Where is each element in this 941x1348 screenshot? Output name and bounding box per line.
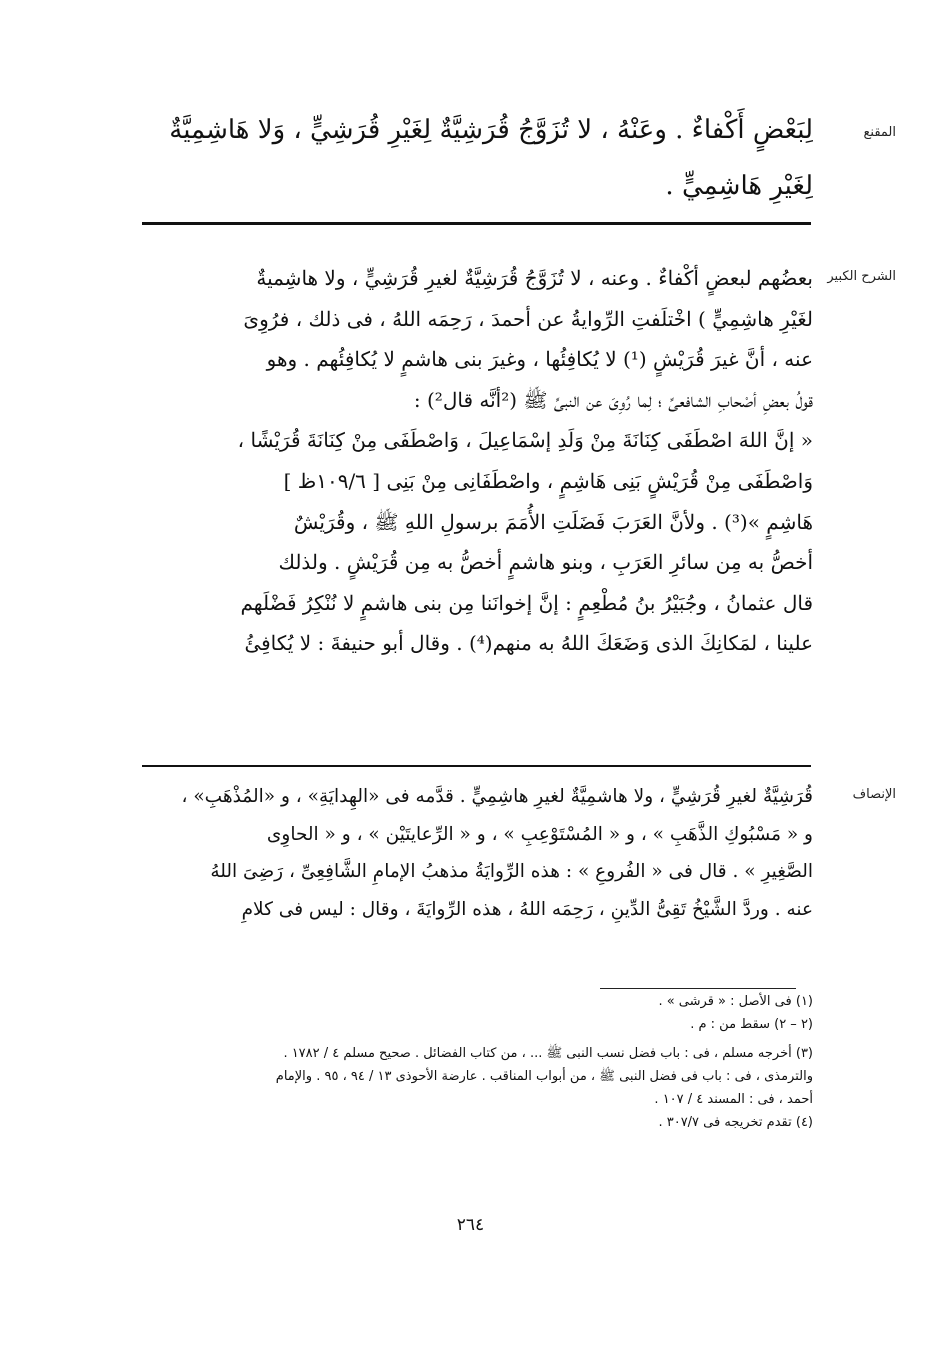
insaf-line: الصَّغِيرِ » . قال فى « الفُروعِ » : هذه الرِّوايَةُ مذهبُ الإمامِ الشَّافِعِىِّ ، رَضِىَ اللهُ — [210, 861, 813, 882]
footnote-item: (١) فى الأصل : « قرشى » . — [658, 994, 813, 1009]
footnote-item: (٢ – ٢) سقط من : م . — [690, 1017, 813, 1032]
muqni-text — [140, 102, 813, 214]
section-label-sharh: الشرح الكبير — [827, 269, 896, 284]
sharh-line: هَاشِمٍ »(³) . ولأنَّ العَرَبَ فَضَلَتِ الأُمَمَ برسولِ اللهِ ﷺ ، وقُرَيْشٌ — [293, 509, 813, 534]
section-divider-thin — [142, 765, 811, 767]
sharh-line: أخصُّ به مِن سائرِ العَرَبِ ، وبنو هاشمٍ أخصُّ به مِن قُرَيْشٍ . ولذلك — [278, 550, 813, 575]
footnote-item: (٣) أخرجه مسلم ، فى : باب فضل نسب النبى ﷺ ... ، من كتاب الفضائل . صحيح مسلم ٤ / ١٧٨٢ . — [283, 1046, 813, 1061]
sharh-line: قولُ بعضِ أصْحابِ الشافعىِّ ؛ لِما رُوِىَ عن النبىِّ ﷺ (²أنَّه قال²) : — [413, 387, 813, 412]
footnote-item: أحمد ، فى : المسند ٤ / ١٠٧ . — [654, 1092, 813, 1107]
footnote-item: والترمذى ، فى : باب فى فضل النبى ﷺ ، من أبواب المناقب . عارضة الأحوذى ١٣ / ٩٤ ، ٩٥ . والإمام — [275, 1069, 813, 1084]
sharh-line: « إنَّ اللهَ اصْطَفَى كِنَانَةَ مِنْ وَلَدِ إسْمَاعِيلَ ، وَاصْطَفَى مِنْ كِنَانَةَ قُرَيْشًا ، — [237, 428, 813, 453]
insaf-line: و « مَسْبُوكِ الذَّهَبِ » ، و « المُسْتَوْعِبِ » ، و « الرِّعايتَيْن » ، و « الحاوِى — [266, 823, 813, 845]
insaf-line: عنه . وردَّ الشَّيْخُ تَقِىُّ الدِّينِ ، رَحِمَه اللهُ ، هذه الرِّوايَةَ ، وقال : ليس فى كلامِ — [241, 898, 813, 920]
section-label-muqni: المقنع — [863, 125, 896, 140]
muqni-line-1: لِبَعْضٍ أَكْفاءٌ . وعَنْهُ ، لا تُزَوَّجُ قُرَشِيَّةٌ لِغَيْرِ قُرَشِيٍّ ، وَلا هَاشِمِيَّةٌ — [169, 115, 813, 145]
sharh-text — [136, 258, 813, 664]
section-divider-thick — [142, 222, 811, 225]
section-label-insaf: الإنصاف — [852, 787, 896, 802]
footnotes — [130, 990, 813, 1134]
sharh-line: لغَيْرِ هاشِمِيٍّ ) اخْتلَفتِ الرِّوايةُ عن أحمدَ ، رَحِمَه اللهُ ، فى ذلك ، فرُوِىَ — [243, 306, 813, 331]
footnote-separator — [600, 988, 796, 989]
sharh-line: عنه ، أنَّ غيرَ قُرَيْشٍ (¹) لا يُكافِئُها ، وغيرَ بنى هاشمٍ لا يُكافِئُهم . وهو — [266, 347, 813, 372]
insaf-text — [136, 778, 813, 928]
footnote-item: (٤) تقدم تخريجه فى ٣٠٧/٧ . — [658, 1115, 813, 1130]
muqni-line-2: لِغَيْرِ هَاشِمِيٍّ . — [665, 171, 813, 201]
sharh-line: بعضُهم لبعضٍ أكْفاءٌ . وعنه ، لا تُزَوَّجُ قُرَشِيَّةٌ لغيرِ قُرَشِيٍّ ، ولا هاشِميةٌ — [256, 266, 813, 290]
insaf-line: قُرَشِيَّةٌ لغيرِ قُرَشِيٍّ ، ولا هاشمِيَّةٌ لغيرِ هاشِمِيٍّ . قدَّمه فى «الهِدايَةِ» ، و «المُذْهَبِ» ، — [181, 786, 813, 807]
sharh-line: قال عثمانُ ، وجُبَيْرُ بنُ مُطْعِمٍ : إنَّ إخوانَنا مِن بنى هاشمٍ لا نُنْكِرُ فَضْلَهم — [240, 590, 813, 615]
page-number: ٢٦٤ — [456, 1215, 485, 1235]
sharh-line: علينا ، لمَكانِكَ الذى وَضَعَكَ اللهُ به منهم(⁴) . وقال أبو حنيفةَ : لا يُكافِئُ — [244, 631, 813, 656]
sharh-line: وَاصْطَفَى مِنْ قُرَيْشٍ بَنِى هَاشِمٍ ، واصْطَفَانِى مِنْ بَنِى [ ١٠٩/٦ظ ] — [283, 468, 813, 493]
